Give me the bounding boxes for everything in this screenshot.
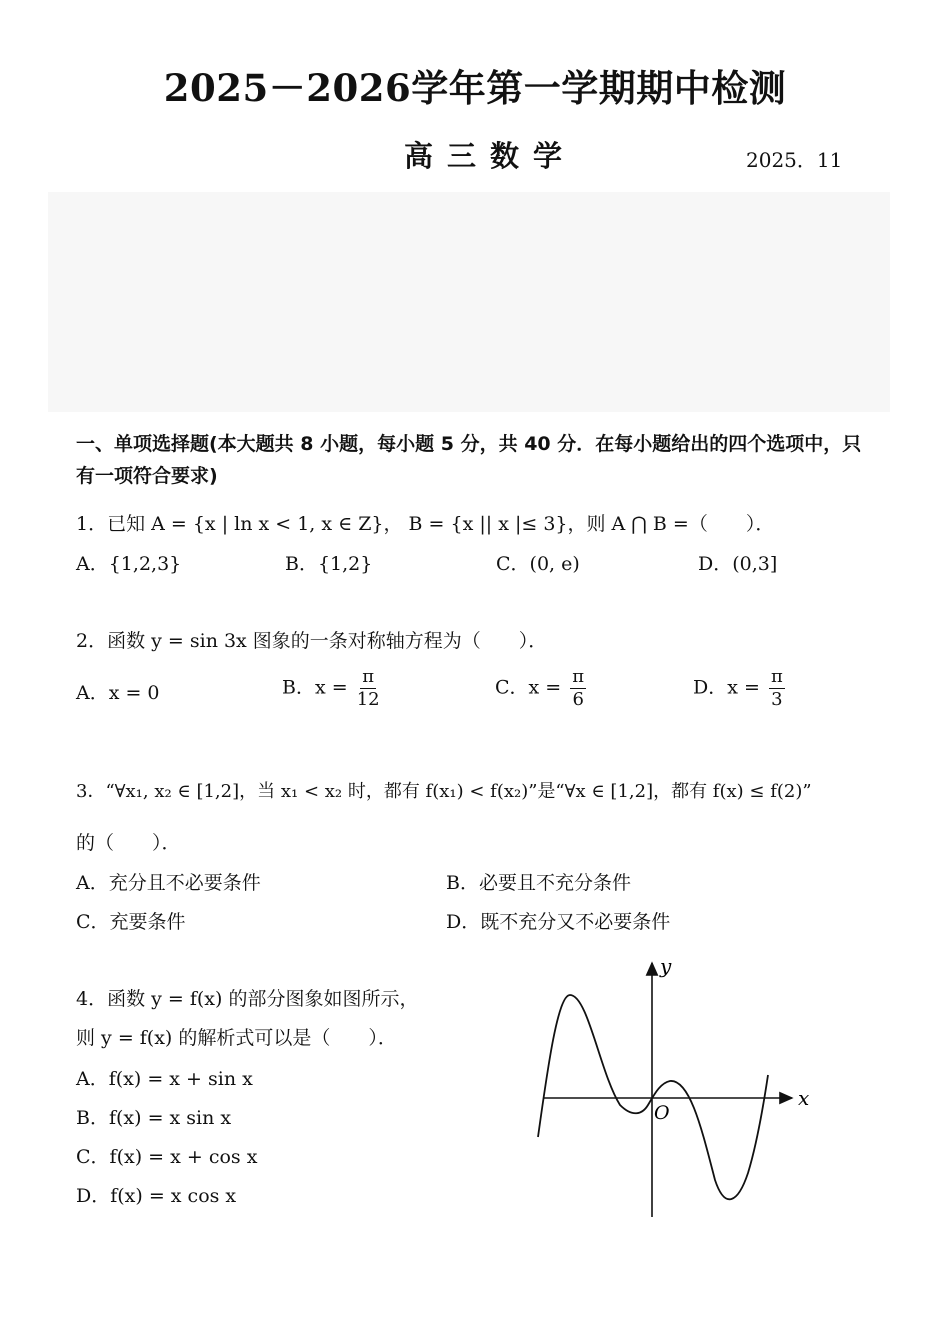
question-1-option-c[interactable]: C．(0, e) [496,553,580,575]
question-4-option-c[interactable]: C．f(x) = x + cos x [76,1146,258,1168]
question-2-stem: 2．函数 y = sin 3x 图象的一条对称轴方程为（ ）． [76,630,548,652]
fraction-numerator: π [572,666,585,687]
question-1-stem: 1．已知 A = {x | ln x < 1, x ∈ Z}， B = {x || x |≤ 3}，则 A ⋂ B =（ ）． [76,513,775,535]
function-graph [530,955,820,1225]
fraction-pi-over-3 [769,666,785,711]
fraction-denominator: 12 [356,689,380,710]
question-2-option-b[interactable] [282,666,380,711]
question-3-option-c[interactable]: C．充要条件 [76,911,186,933]
question-2-option-d[interactable] [693,666,785,711]
question-4-stem-continued: 则 y = f(x) 的解析式可以是（ ）． [76,1027,397,1049]
fraction-pi-over-12 [357,666,380,711]
exam-subject: 高三数学 [404,139,577,173]
function-curve [538,995,768,1199]
question-4-option-b[interactable]: B．f(x) = x sin x [76,1107,232,1129]
exam-date: 2025．11 [746,148,843,172]
fraction-denominator: 3 [771,689,783,710]
question-3-option-a[interactable]: A．充分且不必要条件 [76,872,261,894]
y-axis-label: y [660,955,672,978]
x-axis-label: x [798,1086,810,1110]
fraction-denominator: 6 [572,689,584,710]
question-4-option-d[interactable]: D．f(x) = x cos x [76,1185,237,1207]
exam-title: 2025－2026学年第一学期期中检测 [163,66,787,110]
origin-label: O [654,1102,670,1124]
section-heading: 一、单项选择题(本大题共 8 小题，每小题 5 分，共 40 分．在每小题给出的四个选项中，只有一项符合要求) [76,433,862,487]
question-3-stem: 3．“∀x₁, x₂ ∈ [1,2]，当 x₁ < x₂ 时，都有 f(x₁) < f(x₂)”是“∀x ∈ [1,2]，都有 f(x) ≤ f(2)” [76,781,812,802]
question-2-option-c[interactable] [495,666,586,711]
fraction-numerator: π [362,666,375,687]
question-3-option-b[interactable]: B．必要且不充分条件 [446,872,631,894]
blank-region [48,192,890,412]
option-b-prefix: B．x = [282,676,348,699]
question-4-stem: 4．函数 y = f(x) 的部分图象如图所示， [76,988,419,1010]
fraction-pi-over-6 [570,666,586,711]
question-2-option-a[interactable]: A．x = 0 [76,682,160,704]
question-4-option-a[interactable]: A．f(x) = x + sin x [76,1068,253,1090]
question-1-option-a[interactable]: A．{1,2,3} [76,553,182,575]
fraction-numerator: π [770,666,783,687]
option-d-prefix: D．x = [693,676,760,699]
question-3-stem-continued: 的（ ）． [76,832,181,854]
question-1-option-d[interactable]: D．(0,3] [698,553,778,575]
option-c-prefix: C．x = [495,676,562,699]
question-3-option-d[interactable]: D．既不充分又不必要条件 [446,911,671,933]
question-1-option-b[interactable]: B．{1,2} [285,553,373,575]
